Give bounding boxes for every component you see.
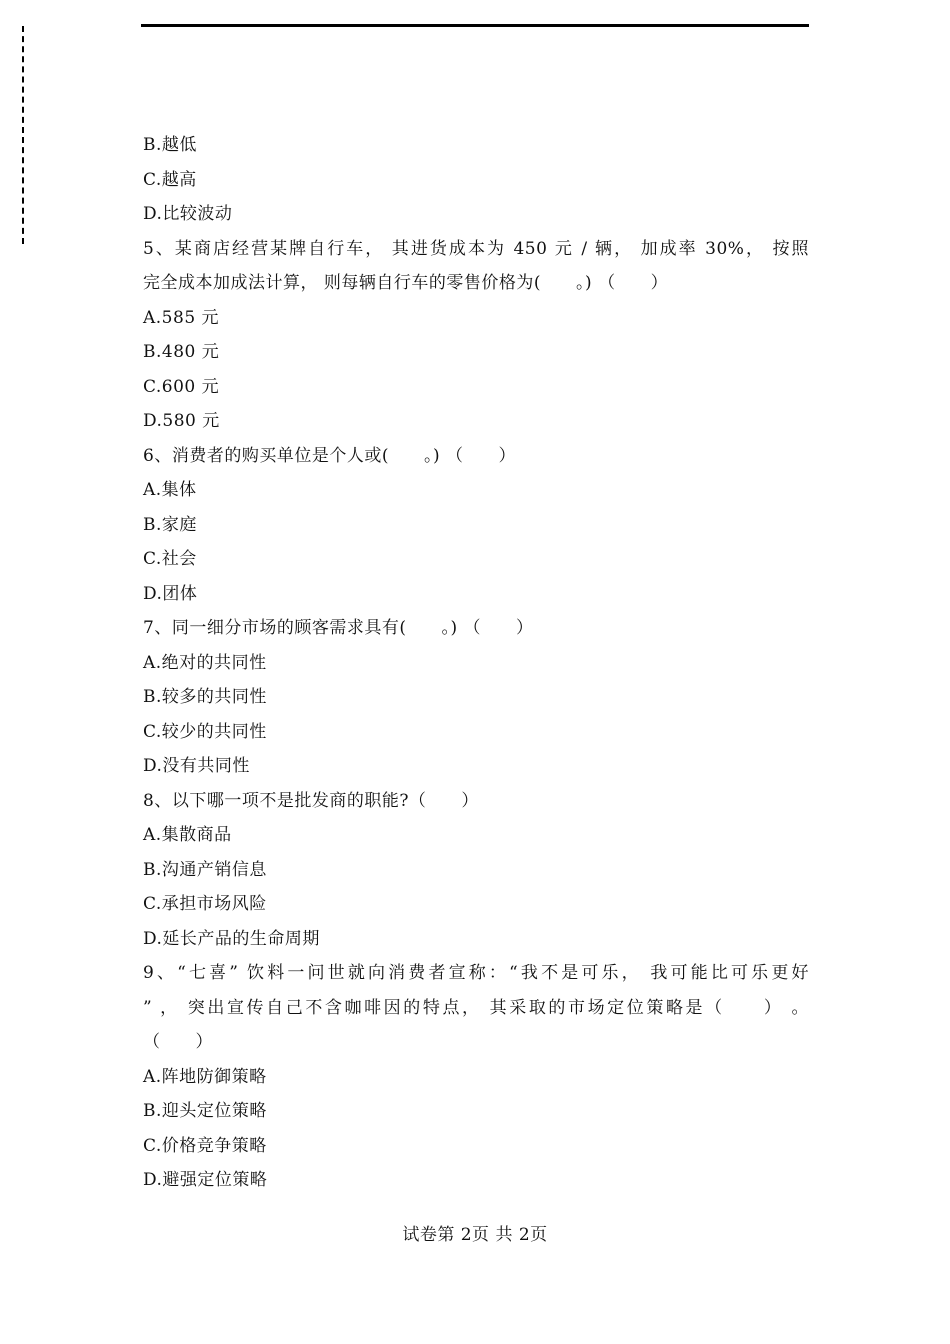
option-d: D.延长产品的生命周期 — [143, 928, 320, 949]
option-a: A.集散商品 — [143, 825, 232, 845]
header-rule — [141, 24, 809, 27]
question-5 — [143, 232, 809, 301]
option-a: A.绝对的共同性 — [143, 652, 267, 673]
question-8 — [143, 784, 809, 819]
option-d: D.比较波动 — [143, 204, 233, 224]
question-stem: （ ） — [143, 1032, 213, 1052]
option-b: B.较多的共同性 — [143, 687, 267, 707]
previous-question-options — [143, 128, 809, 232]
question-stem: 完全成本加成法计算， 则每辆自行车的零售价格为( 。) （ ） — [143, 273, 669, 293]
question-9 — [143, 956, 809, 1060]
question-6 — [143, 439, 809, 474]
option-c: C.较少的共同性 — [143, 721, 267, 742]
option-d: D.团体 — [143, 583, 198, 604]
question-7 — [143, 611, 809, 646]
option-a: A.集体 — [143, 480, 197, 500]
question-stem: 6、消费者的购买单位是个人或( 。) （ ） — [143, 445, 516, 466]
question-stem: 9、“七喜” 饮料一问世就向消费者宣称：“我不是可乐， 我可能比可乐更好 — [143, 963, 809, 983]
question-stem: 7、同一细分市场的顾客需求具有( 。) （ ） — [143, 618, 534, 638]
question-8-options — [143, 818, 809, 956]
option-b: B.沟通产销信息 — [143, 859, 267, 880]
option-b: B.越低 — [143, 135, 197, 155]
question-9-options — [143, 1060, 809, 1198]
question-stem: 8、以下哪一项不是批发商的职能?（ ） — [143, 790, 479, 811]
option-c: C.600 元 — [143, 376, 220, 397]
option-d: D.没有共同性 — [143, 756, 250, 776]
option-c: C.社会 — [143, 549, 197, 569]
option-b: B.480 元 — [143, 342, 220, 362]
question-6-options — [143, 473, 809, 611]
page-footer: 试卷第 2页 共 2页 — [402, 1225, 548, 1245]
exam-content — [143, 128, 809, 1198]
question-7-options — [143, 646, 809, 784]
option-a: A.585 元 — [143, 307, 220, 328]
option-c: C.承担市场风险 — [143, 894, 267, 914]
option-b: B.家庭 — [143, 514, 197, 535]
question-5-options — [143, 301, 809, 439]
question-stem: 5、某商店经营某牌自行车， 其进货成本为 450 元 / 辆， 加成率 30%， 按照 — [143, 238, 809, 259]
binding-margin-line — [22, 26, 24, 244]
option-c: C.越高 — [143, 169, 197, 190]
option-d: D.580 元 — [143, 411, 220, 431]
question-stem: ” ， 突出宣传自己不含咖啡因的特点， 其采取的市场定位策略是（ ） 。 — [143, 997, 809, 1018]
option-a: A.阵地防御策略 — [143, 1066, 267, 1087]
option-b: B.迎头定位策略 — [143, 1101, 267, 1121]
option-d: D.避强定位策略 — [143, 1170, 268, 1190]
option-c: C.价格竞争策略 — [143, 1135, 267, 1156]
